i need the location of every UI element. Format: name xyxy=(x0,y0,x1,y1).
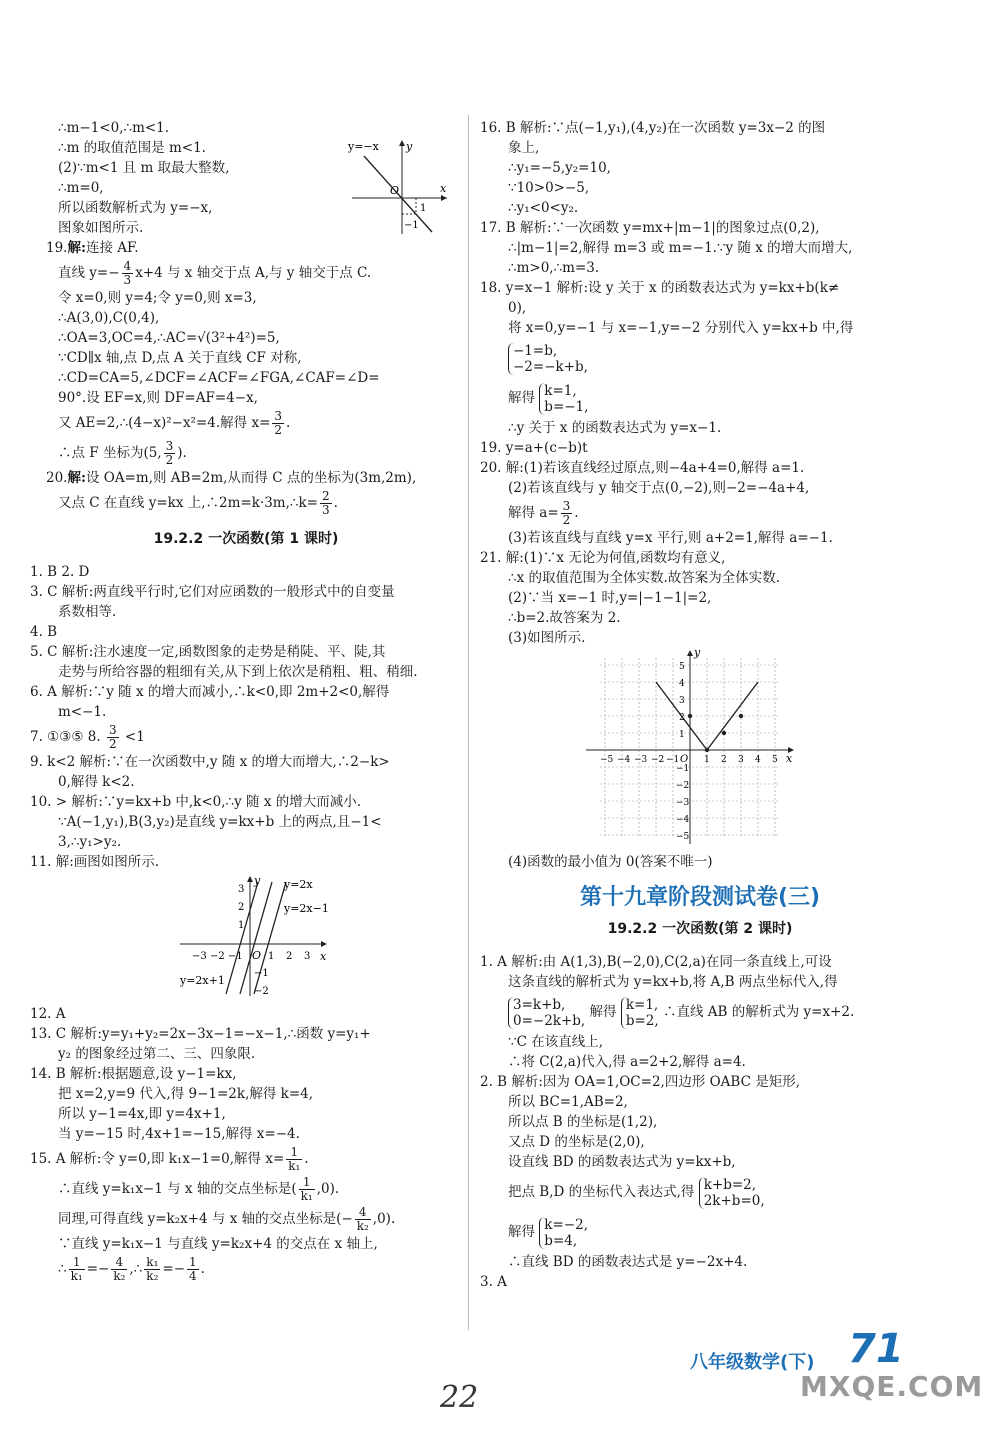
answer-line: 0), xyxy=(508,300,527,316)
tick-label: 1 xyxy=(704,755,710,765)
answer-line: 将 x=0,y=−1 与 x=−1,y=−2 分别代入 y=kx+b 中,得 xyxy=(508,320,854,336)
plot-point xyxy=(739,714,743,718)
tick-label: −3 xyxy=(192,951,207,962)
answer-line: (3)如图所示. xyxy=(508,630,586,646)
answer-line: 走势与所给容器的粗细有关,从下到上依次是稍粗、粗、稍细. xyxy=(58,664,418,680)
tick-label: 1 xyxy=(268,951,275,962)
answer-line: 3=k+b, 0=−2k+b, 解得 k=1, b=2, ∴直线 AB 的解析式为 y=x+2. xyxy=(480,992,920,1032)
answer-line: 17. B 解析:∵一次函数 y=mx+|m−1|的图象过点(0,2), xyxy=(480,220,820,236)
section-title: 19.2.2 一次函数(第 2 课时) xyxy=(607,921,793,937)
page-number: 71 xyxy=(848,1326,904,1372)
tick-label: 4 xyxy=(755,755,761,765)
answer-line: 3,∴y₁>y₂. xyxy=(58,834,122,850)
plot-point xyxy=(688,714,692,718)
answer-line: ∴y₁=−5,y₂=10, xyxy=(508,160,611,176)
x-axis-label: x xyxy=(440,182,447,195)
watermark: MXQE.COM xyxy=(800,1370,984,1403)
line-label: y=2x xyxy=(284,878,313,891)
answer-line: (4)函数的最小值为 0(答案不唯一) xyxy=(508,854,713,870)
column-divider xyxy=(468,115,469,1330)
answer-line: (2)若该直线与 y 轴交于点(0,−2),则−2=−4a+4, xyxy=(508,480,810,496)
answer-line: 解得 a= $\frac{3}{2}$ . xyxy=(508,499,579,527)
answer-line: 所以 y−1=4x,即 y=4x+1, xyxy=(58,1106,226,1122)
tick-label: 4 xyxy=(679,679,685,689)
graph-parallel-lines xyxy=(30,872,462,1000)
answer-line: 5. C 解析:注水速度一定,函数图象的走势是稍陡、平、陡,其 xyxy=(30,644,386,660)
answer-line: 所以点 B 的坐标是(1,2), xyxy=(508,1114,658,1130)
text-line: ∴A(3,0),C(0,4), xyxy=(58,310,160,326)
answer-line: 2. B 解析:因为 OA=1,OC=2,四边形 OABC 是矩形, xyxy=(480,1074,801,1090)
x-axis-label: x xyxy=(786,752,793,765)
tick-label: 2 xyxy=(721,755,727,765)
tick-label: 1 xyxy=(420,203,427,214)
answer-line: 象上, xyxy=(508,140,540,156)
answer-line: 11. 解:画图如图所示. xyxy=(30,854,160,870)
answer-line: 解得 k=1, b=−1, xyxy=(508,382,589,415)
tick-label: −2 xyxy=(210,951,225,962)
tick-label: 3 xyxy=(238,884,245,895)
answer-line: 系数相等. xyxy=(58,604,117,620)
text-line: ∴m−1<0,∴m<1. xyxy=(58,120,170,136)
text-line: 直线 y=− $\frac{4}{3}$ x+4 与 x 轴交于点 A,与 y 轴交于点 C. xyxy=(58,259,372,287)
answer-line: ∴y₁<0<y₂. xyxy=(508,200,579,216)
q19-block xyxy=(30,238,462,468)
tick-label: −1 xyxy=(254,968,269,979)
answer-line: ∵C 在该直线上, xyxy=(508,1034,604,1050)
answer-line: 解得 k=−2, b=4, xyxy=(508,1216,588,1249)
answer-line: 所以 BC=1,AB=2, xyxy=(508,1094,628,1110)
origin-label: O xyxy=(680,754,689,765)
answer-line: 13. C 解析:y=y₁+y₂=2x−3x−1=−x−1,∴函数 y=y₁+ xyxy=(30,1026,371,1042)
text-line: 所以函数解析式为 y=−x, xyxy=(58,200,213,216)
text-line: 90°.设 EF=x,则 DF=AF=4−x, xyxy=(58,390,258,406)
y-axis-label: y xyxy=(254,874,261,887)
chapter-title: 第十九章阶段测试卷(三) xyxy=(579,885,821,910)
answer-line: 1. A 解析:由 A(1,3),B(−2,0),C(2,a)在同一条直线上,可设 xyxy=(480,954,832,970)
left-column xyxy=(30,118,462,1284)
answer-line: ∴直线 BD 的函数表达式是 y=−2x+4. xyxy=(508,1254,748,1270)
answer-line: 同理,可得直线 y=k₂x+4 与 x 轴的交点坐标是(− $\frac{4}{\text{k₂}}$ ,0). xyxy=(58,1205,396,1233)
tick-label: −5 xyxy=(676,832,690,842)
origin-label: O xyxy=(252,949,262,962)
graph-eq-label: y=−x xyxy=(348,140,379,153)
tick-label: −1 xyxy=(404,220,419,231)
answer-line: 19. y=a+(c−b)t xyxy=(480,440,588,456)
tick-label: 3 xyxy=(679,696,685,706)
answer-line: 设直线 BD 的函数表达式为 y=kx+b, xyxy=(508,1154,736,1170)
text-line: 又 AE=2,∴(4−x)²−x²=4.解得 x= $\frac{3}{2}$ . xyxy=(58,409,291,437)
answer-line: y₂ 的图象经过第二、三、四象限. xyxy=(58,1046,256,1062)
plot-point xyxy=(722,731,726,735)
text-line: 19.解:连接 AF. xyxy=(46,240,139,256)
text-line: ∴CD=CA=5,∠DCF=∠ACF=∠FGA,∠CAF=∠D= xyxy=(58,370,380,386)
tick-label: 2 xyxy=(238,902,245,913)
answer-line: 这条直线的解析式为 y=kx+b,将 A,B 两点坐标代入,得 xyxy=(508,974,838,990)
answer-line: 16. B 解析:∵点(−1,y₁),(4,y₂)在一次函数 y=3x−2 的图 xyxy=(480,120,826,136)
answer-line: 4. B xyxy=(30,624,58,640)
tick-label: −2 xyxy=(651,755,665,765)
answer-line: (3)若该直线与直线 y=x 平行,则 a+2=1,解得 a=−1. xyxy=(508,530,833,546)
tick-label: 2 xyxy=(286,951,293,962)
tick-label: −5 xyxy=(600,755,614,765)
answer-line: 15. A 解析:令 y=0,即 k₁x−1=0,解得 x= $\frac{1}{\text{k₁}}$ . xyxy=(30,1145,309,1173)
graph-y-neg-x xyxy=(342,136,452,236)
tick-label: −4 xyxy=(617,755,631,765)
answer-line: (2)∵当 x=−1 时,y=|−1−1|=2, xyxy=(508,590,712,606)
answer-line: 7. ①③⑤ 8. $\frac{3}{2}$ <1 xyxy=(30,723,145,751)
answer-line: 6. A 解析:∵y 随 x 的增大而减小,∴k<0,即 2m+2<0,解得 xyxy=(30,684,390,700)
right-column xyxy=(480,118,920,1292)
line-label: y=2x+1 xyxy=(180,974,225,987)
text-line: 令 x=0,则 y=4;令 y=0,则 x=3, xyxy=(58,290,257,306)
answer-line: ∴m>0,∴m=3. xyxy=(508,260,600,276)
graph-abs-function xyxy=(480,648,920,848)
answer-line: 12. A xyxy=(30,1006,66,1022)
answer-line: ∵直线 y=k₁x−1 与直线 y=k₂x+4 的交点在 x 轴上, xyxy=(58,1236,378,1252)
tick-label: 2 xyxy=(679,713,685,723)
answer-line: ∴ $\frac{1}{\text{k₁}}$ =− $\frac{4}{\text{k₂}}$ ,∴ $\frac{\text{k₁}}{\text{k₂}}$ =− $\frac{1}{4}$ . xyxy=(58,1255,205,1283)
answer-line: 9. k<2 解析:∵在一次函数中,y 随 x 的增大而增大,∴2−k> xyxy=(30,754,390,770)
answer-line: 3. A xyxy=(480,1274,507,1290)
answer-line: ∴y 关于 x 的函数表达式为 y=x−1. xyxy=(508,420,722,436)
text-line: ∴m=0, xyxy=(58,180,104,196)
answer-line: ∵A(−1,y₁),B(3,y₂)是直线 y=kx+b 上的两点,且−1< xyxy=(58,814,382,830)
answer-line: 20. 解:(1)若该直线经过原点,则−4a+4=0,解得 a=1. xyxy=(480,460,805,476)
y-axis-label: y xyxy=(694,648,701,659)
answer-line: 1. B 2. D xyxy=(30,564,90,580)
answer-line: ∵10>0>−5, xyxy=(508,180,590,196)
answer-line: ∴将 C(2,a)代入,得 a=2+2,解得 a=4. xyxy=(508,1054,746,1070)
answer-line: m<−1. xyxy=(58,704,107,720)
tick-label: −1 xyxy=(228,951,243,962)
answer-line: 又点 D 的坐标是(2,0), xyxy=(508,1134,645,1150)
text-line: ∴OA=3,OC=4,∴AC=√(3²+4²)=5, xyxy=(58,330,280,346)
answer-line: ∴x 的取值范围为全体实数.故答案为全体实数. xyxy=(508,570,781,586)
section-title: 19.2.2 一次函数(第 1 课时) xyxy=(153,531,339,547)
text-line: ∵CD∥x 轴,点 D,点 A 关于直线 CF 对称, xyxy=(58,350,302,366)
q18-conclusion xyxy=(30,118,462,238)
answer-line: 21. 解:(1)∵x 无论为何值,函数均有意义, xyxy=(480,550,726,566)
answer-line: 把点 B,D 的坐标代入表达式,得 k+b=2, 2k+b=0, xyxy=(508,1176,765,1209)
answer-line: ∴|m−1|=2,解得 m=3 或 m=−1.∵y 随 x 的增大而增大, xyxy=(508,240,853,256)
tick-label: 5 xyxy=(772,755,778,765)
text-line: 图象如图所示. xyxy=(58,220,144,236)
tick-label: 1 xyxy=(679,730,685,740)
handwritten-number: 22 xyxy=(440,1380,479,1415)
tick-label: 1 xyxy=(238,920,245,931)
tick-label: −1 xyxy=(676,764,690,774)
text-line: (2)∵m<1 且 m 取最大整数, xyxy=(58,160,230,176)
text-line: ∴m 的取值范围是 m<1. xyxy=(58,140,206,156)
plot-point xyxy=(705,748,709,752)
tick-label: 5 xyxy=(679,662,685,672)
answer-line: 0,解得 k<2. xyxy=(58,774,135,790)
text-line: 又点 C 在直线 y=kx 上,∴2m=k·3m,∴k= $\frac{2}{3}$ . xyxy=(58,489,338,517)
y-axis-label: y xyxy=(406,140,413,153)
tick-label: −3 xyxy=(676,798,690,808)
tick-label: −2 xyxy=(676,781,690,791)
tick-label: 3 xyxy=(738,755,744,765)
text-line: 20.解:设 OA=m,则 AB=2m,从而得 C 点的坐标为(3m,2m), xyxy=(46,470,417,486)
answer-line: 3. C 解析:两直线平行时,它们对应函数的一般形式中的自变量 xyxy=(30,584,395,600)
text-line: ∴点 F 坐标为(5, $\frac{3}{2}$ ). xyxy=(58,439,187,467)
q20-block xyxy=(30,468,462,518)
answer-line: ∴b=2.故答案为 2. xyxy=(508,610,621,626)
answer-line: 把 x=2,y=9 代入,得 9−1=2k,解得 k=4, xyxy=(58,1086,314,1102)
answer-line: −1=b, −2=−k+b, xyxy=(480,338,920,378)
origin-label: O xyxy=(390,184,400,197)
tick-label: 3 xyxy=(304,951,311,962)
answer-line: ∴直线 y=k₁x−1 与 x 轴的交点坐标是( $\frac{1}{\text{k₁}}$ ,0). xyxy=(58,1175,340,1203)
answer-line: 18. y=x−1 解析:设 y 关于 x 的函数表达式为 y=kx+b(k≠ xyxy=(480,280,840,296)
line-label: y=2x−1 xyxy=(284,902,329,915)
tick-label: −1 xyxy=(666,755,680,765)
tick-label: −3 xyxy=(634,755,648,765)
x-axis-label: x xyxy=(320,950,327,963)
answer-line: 14. B 解析:根据题意,设 y−1=kx, xyxy=(30,1066,237,1082)
tick-label: −2 xyxy=(254,986,269,997)
answer-line: 当 y=−15 时,4x+1=−15,解得 x=−4. xyxy=(58,1126,300,1142)
book-label: 八年级数学(下) xyxy=(690,1352,815,1373)
answer-line: 10. > 解析:∵y=kx+b 中,k<0,∴y 随 x 的增大而减小. xyxy=(30,794,362,810)
tick-label: −4 xyxy=(676,815,690,825)
